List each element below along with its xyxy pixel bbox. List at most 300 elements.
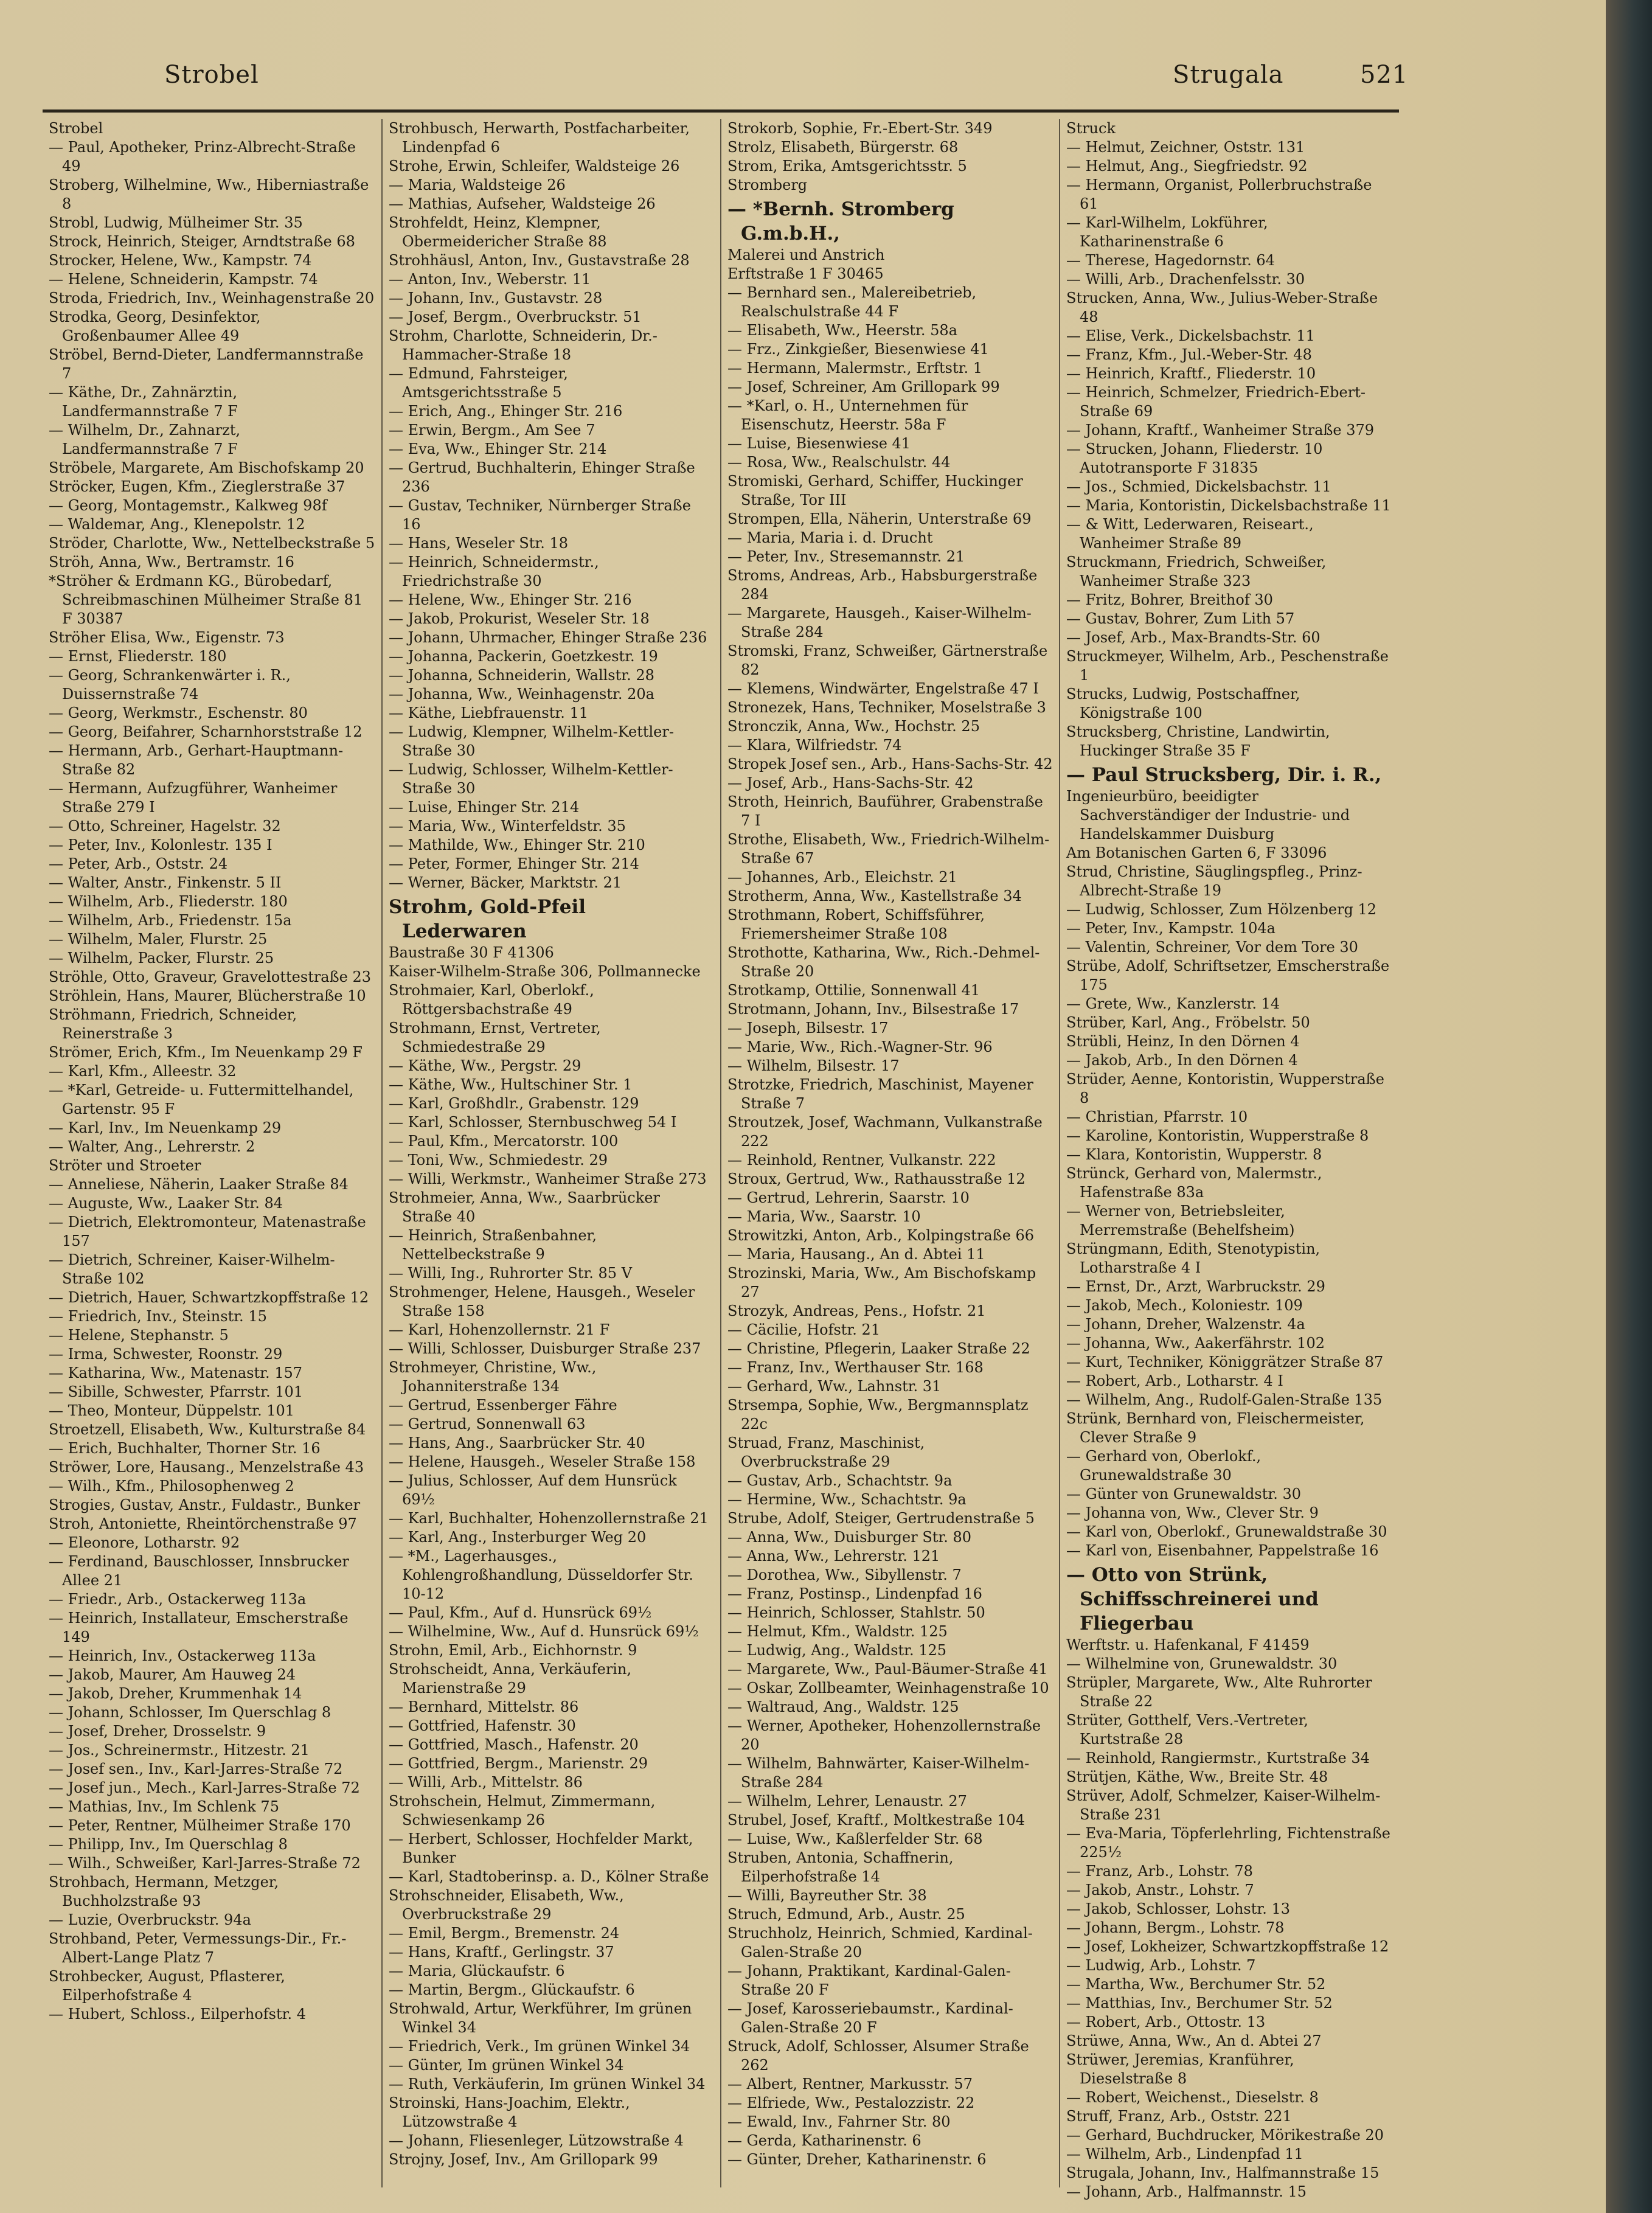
page-header [158,58,1409,97]
directory-entry: — Johann, Arb., Halfmannstr. 15 [1066,2183,1307,2200]
directory-entry: Strohmenger, Helene, Hausgeh., Weseler Straße 158 [389,1284,695,1319]
directory-entry: Strud, Christine, Säuglingspfleg., Prinz-Albrecht-Straße 19 [1066,863,1362,899]
directory-entry: — Julius, Schlosser, Auf dem Hunsrück 69½ [389,1472,677,1508]
directory-entry: — Dietrich, Hauer, Schwartzkopffstraße 12 [49,1289,369,1306]
directory-entry: Struff, Franz, Arb., Oststr. 221 [1066,2108,1292,2125]
directory-entry: — Valentin, Schreiner, Vor dem Tore 30 [1066,939,1358,956]
directory-entry: Strohwald, Artur, Werkführer, Im grünen Winkel 34 [389,2000,692,2036]
directory-entry: Ströter und Stroeter [49,1157,201,1174]
directory-entry: — Robert, Arb., Lotharstr. 4 I [1066,1372,1283,1389]
directory-entry: — Karl-Wilhelm, Lokführer, Katharinenstraße 6 [1066,214,1268,250]
directory-entry: Ströbele, Margarete, Am Bischofskamp 20 [49,459,364,476]
directory-entry: — Klemens, Windwärter, Engelstraße 47 I [727,680,1039,697]
directory-entry: — Johann, Uhrmacher, Ehinger Straße 236 [389,629,707,646]
directory-entry: Strubel, Josef, Kraftf., Moltkestraße 104 [727,1812,1026,1829]
directory-entry: Stromiski, Gerhard, Schiffer, Huckinger Straße, Tor III [727,473,1023,509]
directory-entry: — Herbert, Schlosser, Hochfelder Markt, Bunker [389,1830,693,1866]
directory-entry: — Johann, Kraftf., Wanheimer Straße 379 [1066,422,1375,439]
directory-entry: — Maria, Maria i. d. Drucht [727,529,933,546]
directory-entry: — Peter, Arb., Oststr. 24 [49,855,228,872]
directory-entry: — Reinhold, Rentner, Vulkanstr. 222 [727,1152,996,1169]
directory-entry: — Peter, Rentner, Mülheimer Straße 170 [49,1817,351,1834]
directory-entry: — Erwin, Bergm., Am See 7 [389,422,595,439]
directory-entry: Ströh, Anna, Ww., Bertramstr. 16 [49,554,294,571]
directory-entry: Strüwe, Anna, Ww., An d. Abtei 27 [1066,2032,1322,2049]
directory-entry: — Jakob, Mech., Koloniestr. 109 [1066,1297,1303,1314]
directory-entry: — Gottfried, Bergm., Marienstr. 29 [389,1755,648,1772]
directory-entry: Strotkamp, Ottilie, Sonnenwall 41 [727,982,980,999]
directory-entry: — Georg, Montagemstr., Kalkweg 98f [49,497,327,514]
directory-entry: — Martha, Ww., Berchumer Str. 52 [1066,1976,1326,1993]
directory-entry: — Helmut, Kfm., Waldstr. 125 [727,1623,948,1640]
directory-entry: — Gertrud, Essenberger Fähre [389,1397,617,1414]
directory-entry: — Philipp, Inv., Im Querschlag 8 [49,1836,288,1853]
directory-entry: Stroda, Friedrich, Inv., Weinhagenstraße 20 [49,290,375,307]
directory-entry: — Werner, Apotheker, Hohenzollernstraße 20 [727,1717,1041,1753]
directory-entry: — Waldemar, Ang., Klenepolstr. 12 [49,516,305,533]
directory-entry: Stroinski, Hans-Joachim, Elektr., Lützowstraße 4 [389,2094,630,2130]
directory-entry: — Karl, Inv., Im Neuenkamp 29 [49,1119,282,1136]
directory-entry: — Günter, Dreher, Katharinenstr. 6 [727,2151,987,2168]
directory-entry: Strothmann, Robert, Schiffsführer, Friemersheimer Straße 108 [727,906,985,942]
directory-entry: — Johanna, Schneiderin, Wallstr. 28 [389,667,654,684]
directory-entry: — Franz, Inv., Werthauser Str. 168 [727,1359,984,1376]
directory-entry: Ströwer, Lore, Hausang., Menzelstraße 43 [49,1459,364,1476]
directory-entry: — Marie, Ww., Rich.-Wagner-Str. 96 [727,1038,993,1055]
directory-entry: — Wilh., Kfm., Philosophenweg 2 [49,1478,294,1495]
directory-entry: Strucken, Anna, Ww., Julius-Weber-Straße 48 [1066,290,1378,325]
directory-entry: Strotzke, Friedrich, Maschinist, Mayener Straße 7 [727,1076,1033,1112]
directory-entry: — Gottfried, Masch., Hafenstr. 20 [389,1736,639,1753]
directory-entry: — Willi, Werkmstr., Wanheimer Straße 273 [389,1170,707,1187]
directory-entry: — Heinrich, Schneidermstr., Friedrichstraße 30 [389,554,599,589]
directory-entry: — Anna, Ww., Lehrerstr. 121 [727,1548,940,1565]
directory-entry: — Wilhelmine, Ww., Auf d. Hunsrück 69½ [389,1623,699,1640]
directory-entry: — Käthe, Ww., Pergstr. 29 [389,1057,581,1074]
directory-entry: — Peter, Inv., Kampstr. 104a [1066,920,1275,937]
directory-entry: Ströhle, Otto, Graveur, Gravelottestraße 23 [49,968,372,985]
directory-entry: — Franz, Arb., Lohstr. 78 [1066,1863,1253,1880]
directory-entry: — Johanna, Ww., Weinhagenstr. 20a [389,686,654,703]
directory-entry: Stroetzell, Elisabeth, Ww., Kulturstraße 84 [49,1421,366,1438]
directory-entry: — Heinrich, Inv., Ostackerweg 113a [49,1647,316,1664]
directory-entry: Strobel [49,120,103,137]
directory-entry: — Gerhard, Buchdrucker, Mörikestraße 20 [1066,2127,1384,2144]
directory-entry: Strohbach, Hermann, Metzger, Buchholzstraße 93 [49,1874,279,1909]
directory-entry: — Johannes, Arb., Eleichstr. 21 [727,869,957,886]
directory-entry: — Grete, Ww., Kanzlerstr. 14 [1066,995,1280,1012]
directory-entry: Strohband, Peter, Vermessungs-Dir., Fr.-Albert-Lange Platz 7 [49,1930,347,1966]
directory-entry: — Sibille, Schwester, Pfarrstr. 101 [49,1383,304,1400]
directory-entry: — Gerda, Katharinenstr. 6 [727,2132,921,2149]
directory-entry: Struchholz, Heinrich, Schmied, Kardinal-Galen-Straße 20 [727,1925,1033,1961]
directory-entry: Erftstraße 1 F 30465 [727,265,884,282]
directory-entry: — Kurt, Techniker, Königgrätzer Straße 87 [1066,1353,1384,1371]
directory-entry: Strube, Adolf, Steiger, Gertrudenstraße 5 [727,1510,1035,1527]
directory-entry: — Reinhold, Rangiermstr., Kurtstraße 34 [1066,1749,1370,1767]
directory-entry: — Albert, Rentner, Markusstr. 57 [727,2076,973,2093]
header-rule [43,109,1399,113]
directory-entry: Ströhmann, Friedrich, Schneider, Reinerstraße 3 [49,1006,297,1042]
directory-entry: — Hermann, Arb., Gerhart-Hauptmann-Straße 82 [49,742,344,778]
directory-entry: Struck, Adolf, Schlosser, Alsumer Straße 262 [727,2038,1029,2074]
directory-entry: Strugala, Johann, Inv., Halfmannstraße 15 [1066,2164,1380,2181]
directory-entry: — Helmut, Ang., Siegfriedstr. 92 [1066,158,1308,175]
directory-entry: *Ströher & Erdmann KG., Bürobedarf, Schreibmaschinen Mülheimer Straße 81 F 30387 [49,572,363,627]
directory-entry: — Georg, Werkmstr., Eschenstr. 80 [49,704,308,721]
directory-entry: — Hermine, Ww., Schachtstr. 9a [727,1491,967,1508]
directory-entry: — Josef, Dreher, Drosselstr. 9 [49,1723,266,1740]
directory-entry: — Klara, Kontoristin, Wupperstr. 8 [1066,1146,1322,1163]
directory-entry: — Auguste, Ww., Laaker Str. 84 [49,1195,283,1212]
directory-entry: Ströher Elisa, Ww., Eigenstr. 73 [49,629,285,646]
header-first-entry: Strobel [164,61,259,89]
directory-entry: — Otto, Schreiner, Hagelstr. 32 [49,818,281,835]
directory-entry: — Martin, Bergm., Glückaufstr. 6 [389,1981,635,1998]
directory-entry: — Cäcilie, Hofstr. 21 [727,1321,881,1338]
directory-entry: — Paul Strucksberg, Dir. i. R., [1066,764,1382,786]
directory-entry: Strobl, Ludwig, Mülheimer Str. 35 [49,214,303,231]
directory-entry: — Günter von Grunewaldstr. 30 [1066,1485,1302,1503]
directory-entry: — Margarete, Hausgeh., Kaiser-Wilhelm-Straße 284 [727,605,1032,641]
directory-entry: — Maria, Ww., Saarstr. 10 [727,1208,921,1225]
directory-entry: Strowitzki, Anton, Arb., Kolpingstraße 66 [727,1227,1035,1244]
directory-entry: — Günter, Im grünen Winkel 34 [389,2057,624,2074]
directory-entry: — Margarete, Ww., Paul-Bäumer-Straße 41 [727,1661,1048,1678]
directory-entry: — Christine, Pflegerin, Laaker Straße 22 [727,1340,1030,1357]
directory-entry: — Ludwig, Schlosser, Wilhelm-Kettler-Straße 30 [389,761,673,797]
directory-entry: — Willi, Arb., Drachenfelsstr. 30 [1066,271,1305,288]
directory-entry: — Wilhelm, Packer, Flurstr. 25 [49,950,274,967]
directory-entry: — Luise, Ehinger Str. 214 [389,799,580,816]
directory-entry: Struckmeyer, Wilhelm, Arb., Peschenstraße 1 [1066,648,1389,684]
directory-entry: Strohhäusl, Anton, Inv., Gustavstraße 28 [389,252,690,269]
directory-entry: — Willi, Schlosser, Duisburger Straße 237 [389,1340,701,1357]
directory-entry: — Erich, Ang., Ehinger Str. 216 [389,403,623,420]
directory-entry: — Hans, Weseler Str. 18 [389,535,569,552]
directory-entry: — Karl, Buchhalter, Hohenzollernstraße 21 [389,1510,709,1527]
header-last-entry: Strugala [1173,61,1284,89]
directory-entry: — Eleonore, Lotharstr. 92 [49,1534,240,1551]
directory-entry: — Gerhard von, Oberlokf., Grunewaldstraße 30 [1066,1448,1262,1484]
directory-entry: — Theo, Monteur, Düppelstr. 101 [49,1402,295,1419]
directory-entry: — Johanna, Ww., Aakerfährstr. 102 [1066,1335,1325,1352]
directory-entry: — Irma, Schwester, Roonstr. 29 [49,1346,283,1363]
directory-entry: — Therese, Hagedornstr. 64 [1066,252,1275,269]
directory-entry: Strohm, Charlotte, Schneiderin, Dr.-Hammacher-Straße 18 [389,327,658,363]
directory-entry: — Johanna, Packerin, Goetzkestr. 19 [389,648,658,665]
directory-entry: — Helene, Schneiderin, Kampstr. 74 [49,271,318,288]
directory-entry: — Georg, Beifahrer, Scharnhorststraße 12 [49,723,363,740]
directory-entry: — Mathias, Inv., Im Schlenk 75 [49,1798,279,1815]
directory-entry: — Karl von, Eisenbahner, Pappelstraße 16 [1066,1542,1379,1559]
directory-entry: — Josef jun., Mech., Karl-Jarres-Straße 72 [49,1779,360,1796]
directory-entry: — Johann, Inv., Gustavstr. 28 [389,290,603,307]
directory-entry: Strütjen, Käthe, Ww., Breite Str. 48 [1066,1768,1328,1785]
directory-entry: Strohmaier, Karl, Oberlokf., Röttgersbachstraße 49 [389,982,594,1018]
directory-entry: — Wilhelm, Bahnwärter, Kaiser-Wilhelm-Straße 284 [727,1755,1030,1791]
directory-entry: — Jakob, Prokurist, Weseler Str. 18 [389,610,650,627]
directory-entry: — Gertrud, Lehrerin, Saarstr. 10 [727,1189,970,1206]
directory-entry: Strozinski, Maria, Ww., Am Bischofskamp 27 [727,1265,1036,1301]
directory-entry: — Franz, Postinsp., Lindenpfad 16 [727,1585,982,1602]
directory-entry: — Dorothea, Ww., Sibyllenstr. 7 [727,1566,962,1583]
directory-entry: Strohmeyer, Christine, Ww., Johanniterstraße 134 [389,1359,597,1395]
directory-entry: Strohn, Emil, Arb., Eichhornstr. 9 [389,1642,637,1659]
directory-entry: Stromski, Franz, Schweißer, Gärtnerstraße 82 [727,642,1048,678]
directory-entry: — Wilhelmine von, Grunewaldstr. 30 [1066,1655,1338,1672]
directory-entry: — Peter, Inv., Kolonlestr. 135 I [49,836,272,853]
directory-entry: — Josef, Karosseriebaumstr., Kardinal-Galen-Straße 20 F [727,2000,1013,2036]
directory-entry: Strom, Erika, Amtsgerichtsstr. 5 [727,158,967,175]
directory-entry: Strohbecker, August, Pflasterer, Eilperhofstraße 4 [49,1968,285,2004]
directory-entry: — Karl von, Oberlokf., Grunewaldstraße 30 [1066,1523,1387,1540]
directory-entry: — Robert, Arb., Ottostr. 13 [1066,2013,1266,2031]
directory-entry: — Luise, Biesenwiese 41 [727,435,911,452]
directory-entry: Strogies, Gustav, Anstr., Fuldastr., Bunker [49,1496,361,1513]
directory-entry: — Oskar, Zollbeamter, Weinhagenstraße 10 [727,1680,1049,1697]
directory-entry: Baustraße 30 F 41306 [389,944,554,961]
column-1 [43,119,381,2187]
directory-entry: Strohscheidt, Anna, Verkäuferin, Marienstraße 29 [389,1661,632,1697]
directory-entry: — Mathilde, Ww., Ehinger Str. 210 [389,836,645,853]
directory-entry: — Wilhelm, Bilsestr. 17 [727,1057,900,1074]
directory-entry: Stromberg [727,176,808,193]
page-number: 521 [1360,61,1409,89]
directory-entry: — Walter, Ang., Lehrerstr. 2 [49,1138,255,1155]
directory-entry: — Peter, Former, Ehinger Str. 214 [389,855,639,872]
directory-entry: — Paul, Apotheker, Prinz-Albrecht-Straße 49 [49,139,356,175]
directory-entry: — Gottfried, Hafenstr. 30 [389,1717,576,1734]
directory-entry: — Johann, Dreher, Walzenstr. 4a [1066,1316,1305,1333]
directory-entry: Strucksberg, Christine, Landwirtin, Huckinger Straße 35 F [1066,723,1330,759]
directory-entry: — Katharina, Ww., Matenastr. 157 [49,1364,303,1381]
directory-entry: — Maria, Hausang., An d. Abtei 11 [727,1246,985,1263]
directory-entry: Stroh, Antoniette, Rheintörchenstraße 97 [49,1515,357,1532]
directory-entry: — Karl, Hohenzollernstr. 21 F [389,1321,610,1338]
directory-entry: — & Witt, Lederwaren, Reiseart., Wanheimer Straße 89 [1066,516,1314,552]
directory-entry: — Paul, Kfm., Auf d. Hunsrück 69½ [389,1604,652,1621]
directory-entry: — Rosa, Ww., Realschulstr. 44 [727,454,951,471]
directory-entry: — Josef, Arb., Hans-Sachs-Str. 42 [727,774,974,791]
directory-entry: — Willi, Bayreuther Str. 38 [727,1887,927,1904]
directory-entry: Am Botanischen Garten 6, F 33096 [1066,844,1327,861]
directory-entry: — Emil, Bergm., Bremenstr. 24 [389,1925,620,1942]
directory-entry: Malerei und Anstrich [727,246,885,263]
directory-entry: Ströcker, Eugen, Kfm., Zieglerstraße 37 [49,478,345,495]
directory-entry: — Karoline, Kontoristin, Wupperstraße 8 [1066,1127,1369,1144]
directory-entry: — Ruth, Verkäuferin, Im grünen Winkel 34 [389,2076,706,2093]
directory-entry: — Karl, Kfm., Alleestr. 32 [49,1063,237,1080]
directory-entry: Strünk, Bernhard von, Fleischermeister, Clever Straße 9 [1066,1410,1365,1446]
directory-entry: — Wilhelm, Maler, Flurstr. 25 [49,931,268,948]
directory-entry: — Jakob, Schlosser, Lohstr. 13 [1066,1900,1291,1917]
directory-entry: — Helene, Hausgeh., Weseler Straße 158 [389,1453,696,1470]
directory-entry: — Karl, Ang., Insterburger Weg 20 [389,1529,647,1546]
directory-entry: — Gertrud, Sonnenwall 63 [389,1416,586,1433]
directory-entry: — Luise, Ww., Kaßlerfelder Str. 68 [727,1830,983,1847]
directory-entry: — Ludwig, Arb., Lohstr. 7 [1066,1957,1256,1974]
directory-entry: Strotmann, Johann, Inv., Bilsestraße 17 [727,1001,1019,1018]
directory-entry: — Anton, Inv., Weberstr. 11 [389,271,591,288]
directory-entry: — Bernhard, Mittelstr. 86 [389,1698,579,1715]
directory-entry: Struben, Antonia, Schaffnerin, Eilperhofstraße 14 [727,1849,954,1885]
directory-entry: — Matthias, Inv., Berchumer Str. 52 [1066,1995,1333,2012]
directory-entry: Strohe, Erwin, Schleifer, Waldsteige 26 [389,158,680,175]
directory-entry: Strothotte, Katharina, Ww., Rich.-Dehmel-Straße 20 [727,944,1040,980]
directory-entry: — Josef, Bergm., Overbruckstr. 51 [389,308,642,325]
directory-entry: Stroberg, Wilhelmine, Ww., Hiberniastraße 8 [49,176,369,212]
directory-entry: Struad, Franz, Maschinist, Overbruckstraße 29 [727,1434,925,1470]
directory-entry: — Jakob, Maurer, Am Hauweg 24 [49,1666,296,1683]
directory-entry: Strocker, Helene, Ww., Kampstr. 74 [49,252,312,269]
directory-entry: — Helene, Ww., Ehinger Str. 216 [389,591,632,608]
directory-entry: — Jakob, Arb., In den Dörnen 4 [1066,1052,1298,1069]
directory-entry: — Anna, Ww., Duisburger Str. 80 [727,1529,972,1546]
directory-entry: — Maria, Ww., Winterfeldstr. 35 [389,818,626,835]
directory-entry: — Walter, Anstr., Finkenstr. 5 II [49,874,282,891]
directory-entry: — Werner, Bäcker, Marktstr. 21 [389,874,622,891]
directory-entry: Strüder, Aenne, Kontoristin, Wupperstraße 8 [1066,1071,1384,1106]
directory-entry: Strohschneider, Elisabeth, Ww., Overbruckstraße 29 [389,1887,624,1923]
directory-entry: Strüter, Gotthelf, Vers.-Vertreter, Kurtstraße 28 [1066,1712,1309,1748]
directory-entry: — Bernhard sen., Malereibetrieb, Realschulstraße 44 F [727,284,977,320]
directory-entry: — *M., Lagerhausges., Kohlengroßhandlung, Düsseldorfer Str. 10-12 [389,1548,693,1602]
directory-entry: Ströder, Charlotte, Ww., Nettelbeckstraße 5 [49,535,375,552]
directory-entry: Werftstr. u. Hafenkanal, F 41459 [1066,1636,1310,1653]
directory-entry: — Johanna von, Ww., Clever Str. 9 [1066,1504,1319,1521]
directory-entry: Struck [1066,120,1116,137]
directory-entry: — Dietrich, Schreiner, Kaiser-Wilhelm-Straße 102 [49,1251,335,1287]
directory-entry: — Strucken, Johann, Fliederstr. 10 Autotransporte F 31835 [1066,440,1323,476]
directory-entry: — Wilh., Schweißer, Karl-Jarres-Straße 72 [49,1855,361,1872]
directory-entry: — Wilhelm, Ang., Rudolf-Galen-Straße 135 [1066,1391,1383,1408]
directory-entry: — Hans, Kraftf., Gerlingstr. 37 [389,1944,614,1961]
directory-columns [43,119,1399,2200]
directory-entry: — Ernst, Fliederstr. 180 [49,648,227,665]
directory-entry: Strolz, Elisabeth, Bürgerstr. 68 [727,139,959,156]
directory-entry: — Heinrich, Kraftf., Fliederstr. 10 [1066,365,1316,382]
directory-entry: Stronczik, Anna, Ww., Hochstr. 25 [727,718,980,735]
directory-entry: — Johann, Praktikant, Kardinal-Galen-Straße 20 F [727,1962,1011,1998]
directory-entry: — Gertrud, Buchhalterin, Ehinger Straße 236 [389,459,695,495]
directory-entry: — Karl, Schlosser, Sternbuschweg 54 I [389,1114,677,1131]
directory-entry: — Christian, Pfarrstr. 10 [1066,1108,1248,1125]
directory-entry: — Dietrich, Elektromonteur, Matenastraße 157 [49,1214,366,1249]
directory-entry: Strüngmann, Edith, Stenotypistin, Lotharstraße 4 I [1066,1240,1321,1276]
directory-entry: — Eva-Maria, Töpferlehrling, Fichtenstraße 225½ [1066,1825,1390,1861]
directory-entry: Stroms, Andreas, Arb., Habsburgerstraße 284 [727,567,1038,603]
directory-entry: Stropek Josef sen., Arb., Hans-Sachs-Str. 42 [727,756,1053,773]
directory-entry: — Gustav, Arb., Schachtstr. 9a [727,1472,953,1489]
directory-entry: Stroth, Heinrich, Bauführer, Grabenstraße 7 I [727,793,1043,829]
directory-entry: — Ewald, Inv., Fahrner Str. 80 [727,2113,951,2130]
directory-entry: — Elisabeth, Ww., Heerstr. 58a [727,322,958,339]
directory-entry: Strock, Heinrich, Steiger, Arndtstraße 68 [49,233,355,250]
directory-entry: — Willi, Arb., Mittelstr. 86 [389,1774,583,1791]
directory-entry: — *Bernh. Stromberg G.m.b.H., [727,198,954,245]
directory-entry: — Frz., Zinkgießer, Biesenwiese 41 [727,341,989,358]
directory-entry: Strothe, Elisabeth, Ww., Friedrich-Wilhelm-Straße 67 [727,831,1050,867]
directory-entry: — Jakob, Anstr., Lohstr. 7 [1066,1881,1254,1899]
directory-entry: — Wilhelm, Arb., Lindenpfad 11 [1066,2145,1303,2163]
directory-entry: — Hermann, Aufzugführer, Wanheimer Straße 279 I [49,780,338,816]
directory-entry: — Heinrich, Straßenbahner, Nettelbeckstraße 9 [389,1227,597,1263]
directory-entry: — Heinrich, Schmelzer, Friedrich-Ebert-Straße 69 [1066,384,1366,420]
directory-entry: Strojny, Josef, Inv., Am Grillopark 99 [389,2151,658,2168]
directory-entry: Strotherm, Anna, Ww., Kastellstraße 34 [727,888,1022,905]
directory-entry: — Helene, Stephanstr. 5 [49,1327,229,1344]
directory-entry: — Helmut, Zeichner, Oststr. 131 [1066,139,1305,156]
directory-entry: — Hans, Ang., Saarbrücker Str. 40 [389,1434,645,1451]
directory-entry: Stroutzek, Josef, Wachmann, Vulkanstraße 222 [727,1114,1043,1150]
directory-entry: Stronezek, Hans, Techniker, Moselstraße 3 [727,699,1046,716]
directory-entry: Strompen, Ella, Näherin, Unterstraße 69 [727,510,1032,527]
directory-entry: — Jos., Schreinermstr., Hitzestr. 21 [49,1742,310,1759]
directory-entry: — Friedrich, Verk., Im grünen Winkel 34 [389,2038,690,2055]
directory-entry: — Elise, Verk., Dickelsbachstr. 11 [1066,327,1315,344]
directory-entry: — Hermann, Organist, Pollerbruchstraße 61 [1066,176,1372,212]
directory-entry: — Luzie, Overbruckstr. 94a [49,1911,251,1928]
directory-entry: Strünck, Gerhard von, Malermstr., Hafenstraße 83a [1066,1165,1322,1201]
directory-entry: — Anneliese, Näherin, Laaker Straße 84 [49,1176,349,1193]
directory-entry: — Käthe, Ww., Hultschiner Str. 1 [389,1076,633,1093]
directory-entry: — *Karl, Getreide- u. Futtermittelhandel, Gartenstr. 95 F [49,1082,354,1117]
directory-entry: — Erich, Buchhalter, Thorner Str. 16 [49,1440,321,1457]
directory-entry: — Otto von Strünk, Schiffsschreinerei und Fliegerbau [1066,1564,1319,1635]
directory-entry: — Waltraud, Ang., Waldstr. 125 [727,1698,959,1715]
directory-entry: Kaiser-Wilhelm-Straße 306, Pollmannecke [389,963,701,980]
directory-entry: Ströhlein, Hans, Maurer, Blücherstraße 10 [49,987,366,1004]
directory-entry: — Paul, Kfm., Mercatorstr. 100 [389,1133,619,1150]
directory-entry: Strsempa, Sophie, Ww., Bergmannsplatz 22c [727,1397,1029,1433]
directory-entry: Struch, Edmund, Arb., Austr. 25 [727,1906,965,1923]
directory-entry: — Ludwig, Schlosser, Zum Hölzenberg 12 [1066,901,1377,918]
directory-entry: Strohbusch, Herwarth, Postfacharbeiter, Lindenpfad 6 [389,120,690,156]
directory-entry: — *Karl, o. H., Unternehmen für Eisenschutz, Heerstr. 58a F [727,397,968,433]
directory-entry: — Ferdinand, Bauschlosser, Innsbrucker Allee 21 [49,1553,349,1589]
directory-entry: — Fritz, Bohrer, Breithof 30 [1066,591,1273,608]
column-4 [1059,119,1398,2200]
directory-entry: — Mathias, Aufseher, Waldsteige 26 [389,195,656,212]
column-2 [381,119,720,2187]
directory-entry: Strucks, Ludwig, Postschaffner, Königstraße 100 [1066,686,1300,721]
directory-entry: — Käthe, Dr., Zahnärztin, Landfermannstraße 7 F [49,384,238,420]
directory-entry: — Friedr., Arb., Ostackerweg 113a [49,1591,307,1608]
directory-entry: Strohschein, Helmut, Zimmermann, Schwiesenkamp 26 [389,1793,656,1829]
directory-entry: — Ludwig, Ang., Waldstr. 125 [727,1642,947,1659]
directory-entry: — Franz, Kfm., Jul.-Weber-Str. 48 [1066,346,1312,363]
directory-entry: Strübli, Heinz, In den Dörnen 4 [1066,1033,1300,1050]
directory-entry: — Maria, Waldsteige 26 [389,176,566,193]
directory-entry: — Josef, Lokheizer, Schwartzkopffstraße 12 [1066,1938,1389,1955]
directory-entry: Ingenieurbüro, beeidigter Sachverständiger der Industrie- und Handelskammer Duisburg [1066,788,1350,842]
directory-entry: — Joseph, Bilsestr. 17 [727,1020,889,1037]
directory-entry: — Gustav, Bohrer, Zum Lith 57 [1066,610,1295,627]
directory-entry: Strüwer, Jeremias, Kranführer, Dieselstraße 8 [1066,2051,1294,2087]
directory-entry: Strodka, Georg, Desinfektor, Großenbaumer Allee 49 [49,308,261,344]
directory-entry: — Wilhelm, Arb., Friedenstr. 15a [49,912,292,929]
directory-entry: Strömer, Erich, Kfm., Im Neuenkamp 29 F [49,1044,363,1061]
directory-entry: — Gustav, Techniker, Nürnberger Straße 16 [389,497,691,533]
directory-entry: — Käthe, Liebfrauenstr. 11 [389,704,588,721]
directory-entry: — Karl, Großhdlr., Grabenstr. 129 [389,1095,639,1112]
directory-entry: Strozyk, Andreas, Pens., Hofstr. 21 [727,1302,986,1319]
directory-entry: — Eva, Ww., Ehinger Str. 214 [389,440,607,457]
directory-entry: — Willi, Ing., Ruhrorter Str. 85 V [389,1265,633,1282]
directory-entry: — Hermann, Malermstr., Erftstr. 1 [727,360,982,377]
directory-entry: — Elfriede, Ww., Pestalozzistr. 22 [727,2094,975,2111]
